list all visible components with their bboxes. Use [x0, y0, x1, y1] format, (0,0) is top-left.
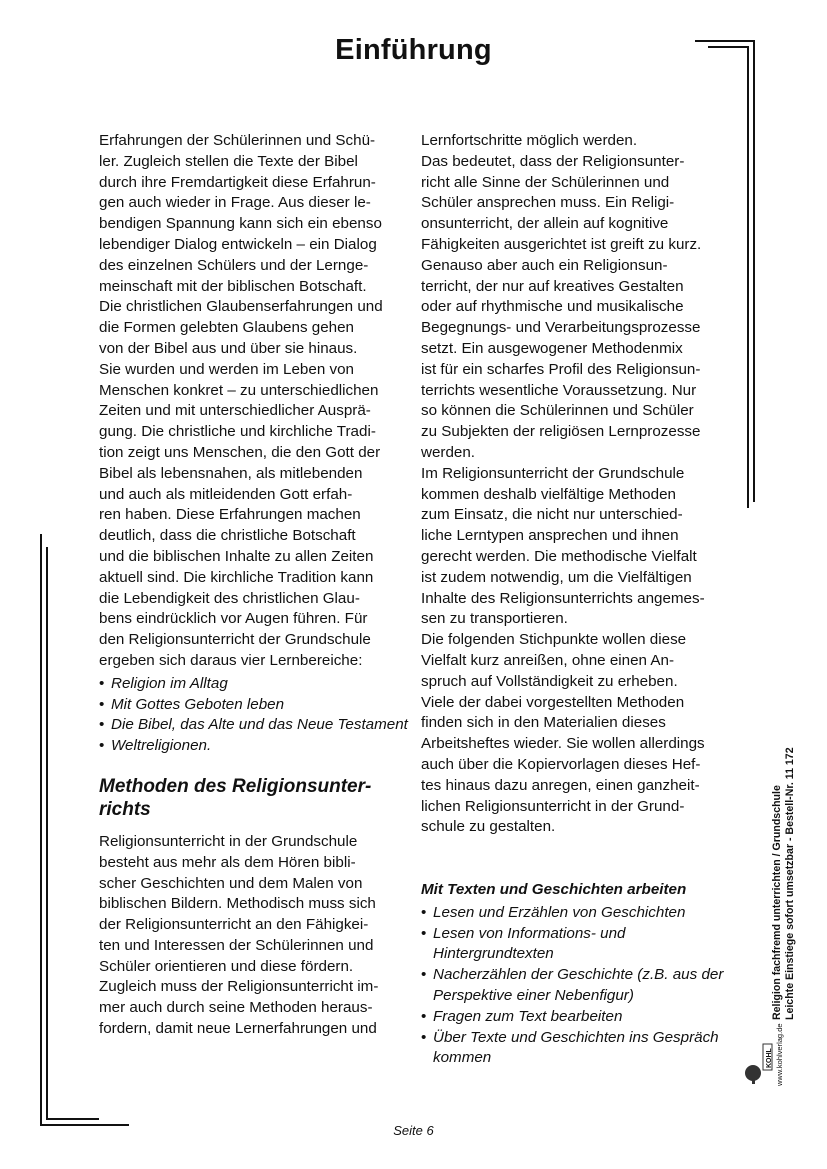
text-line: die Lebendigkeit des christlichen Glau- — [99, 589, 360, 607]
subheading-texts-stories: Mit Texten und Geschichten arbeiten — [421, 881, 687, 899]
text-line: fordern, damit neue Lernerfahrungen und — [99, 1020, 377, 1038]
text-line: zum Einsatz, die nicht nur unterschied- — [421, 506, 683, 524]
text-line: die Formen gelebten Glaubens gehen — [99, 319, 354, 337]
text-line: ten und Interessen der Schülerinnen und — [99, 936, 374, 954]
text-line: Bibel als lebensnahen, als mitlebenden — [99, 464, 363, 482]
list-item: • Lesen und Erzählen von Geschichten — [421, 903, 733, 924]
text-line: oder auf rhythmische und musikalische — [421, 298, 684, 316]
methods-paragraph — [99, 832, 411, 1040]
corner-line-top-horizontal — [695, 40, 755, 42]
text-line: zu Subjekten der religiösen Lernprozesse — [421, 423, 701, 441]
text-line: Fähigkeiten ausgerichtet ist greift zu kurz. — [421, 235, 702, 253]
text-line: kommen deshalb vielfältige Methoden — [421, 485, 676, 503]
list-item: • Nacherzählen der Geschichte (z.B. aus der Perspektive einer Nebenfigur) — [421, 965, 733, 1007]
corner-line-bottom-horizontal-inner — [46, 1118, 99, 1120]
list-item: • Weltreligionen. — [99, 736, 411, 757]
text-line: onsunterricht, der allein auf kognitive — [421, 215, 669, 233]
text-line: terricht, der nur auf kreatives Gestalten — [421, 277, 684, 295]
list-item: • Lesen von Informations- und Hintergrundtexten — [421, 924, 733, 966]
text-line: lichen Religionsunterricht in der Grund- — [421, 797, 685, 815]
text-line: scher Geschichten und dem Malen von — [99, 874, 363, 892]
text-line: lebendiger Dialog entwickeln – ein Dialog — [99, 235, 377, 253]
corner-line-right-vertical — [753, 40, 755, 502]
text-line: gerecht werden. Die methodische Vielfalt — [421, 547, 697, 565]
text-line: Zugleich muss der Religionsunterricht im- — [99, 978, 379, 996]
text-line: Begegnungs- und Verarbeitungsprozesse — [421, 319, 701, 337]
text-line: meinschaft mit der biblischen Botschaft. — [99, 277, 367, 295]
corner-line-left-vertical — [40, 534, 42, 1126]
text-line: werden. — [421, 443, 476, 461]
intro-paragraph — [99, 131, 411, 672]
text-line: Schüler ansprechen muss. Ein Religi- — [421, 194, 675, 212]
text-line: liche Lerntypen ansprechen und ihnen — [421, 527, 679, 545]
text-line: ist für ein scharfes Profil des Religionsun- — [421, 360, 701, 378]
side-info-line2: Leichte Einstiege sofort umsetzbar - Bestell-Nr. 11 172 — [784, 747, 796, 1020]
corner-line-right-vertical-inner — [747, 46, 749, 508]
list-item: • Religion im Alltag — [99, 674, 411, 695]
text-line: Vielfalt kurz anreißen, ohne einen An- — [421, 651, 675, 669]
text-line: Die christlichen Glaubenserfahrungen und — [99, 298, 383, 316]
text-line: gen auch wieder in Frage. Aus dieser le- — [99, 194, 371, 212]
text-line: deutlich, dass die christliche Botschaft — [99, 527, 356, 545]
text-line: mer auch durch seine Methoden heraus- — [99, 999, 373, 1017]
text-line: den Religionsunterricht der Grundschule — [99, 631, 371, 649]
text-line: und die biblischen Inhalte zu allen Zeiten — [99, 547, 374, 565]
text-line: ler. Zugleich stellen die Texte der Bibel — [99, 152, 358, 170]
text-line: gung. Die christliche und kirchliche Tradi- — [99, 423, 376, 441]
list-item: • Mit Gottes Geboten leben — [99, 695, 411, 716]
text-line: Genauso aber auch ein Religionsun- — [421, 256, 668, 274]
text-line: auch über die Kopiervorlagen dieses Hef- — [421, 755, 701, 773]
list-item: • Die Bibel, das Alte und das Neue Testament — [99, 715, 411, 736]
text-line: Im Religionsunterricht der Grundschule — [421, 464, 685, 482]
text-line: biblischen Bildern. Methodisch muss sich — [99, 895, 376, 913]
text-line: bens eindrücklich vor Augen führen. Für — [99, 610, 368, 628]
text-line: Schüler orientieren und diese fördern. — [99, 957, 354, 975]
text-line: Die folgenden Stichpunkte wollen diese — [421, 631, 687, 649]
right-column — [421, 131, 733, 1069]
text-line: der Religionsunterricht an den Fähigkei- — [99, 916, 369, 934]
text-line: setzt. Ein ausgewogener Methodenmix — [421, 339, 683, 357]
text-line: und auch als mitleidenden Gott erfah- — [99, 485, 353, 503]
text-line: Das bedeutet, dass der Religionsunter- — [421, 152, 685, 170]
page-number: Seite 6 — [393, 1123, 434, 1138]
corner-line-left-vertical-inner — [46, 547, 48, 1119]
text-line: tes hinaus dazu anregen, einen ganzheit- — [421, 776, 700, 794]
publisher-url: www.kohlverlag.de — [775, 1023, 784, 1086]
text-line: richt alle Sinne der Schülerinnen und — [421, 173, 670, 191]
text-line: spruch auf Vollständigkeit zu erheben. — [421, 672, 678, 690]
text-line: Erfahrungen der Schülerinnen und Schü- — [99, 132, 376, 149]
text-line: durch ihre Fremdartigkeit diese Erfahrun- — [99, 173, 376, 191]
paragraph — [421, 630, 733, 838]
learning-areas-list — [99, 674, 411, 757]
text-line: schule zu gestalten. — [421, 818, 556, 836]
section-heading-methods: Methoden des Religionsunter- richts — [99, 775, 372, 820]
methods-list — [421, 903, 733, 1069]
text-line: tion zeigt uns Menschen, die den Gott der — [99, 443, 381, 461]
paragraph — [421, 464, 733, 630]
text-line: terrichts wesentliche Voraussetzung. Nur — [421, 381, 697, 399]
publisher-logo — [743, 1023, 784, 1086]
list-item: • Über Texte und Geschichten ins Gespräch kommen — [421, 1028, 733, 1070]
list-item: • Fragen zum Text bearbeiten — [421, 1007, 733, 1028]
text-line: finden sich in den Materialien dieses — [421, 714, 666, 732]
text-line: Religionsunterricht in der Grundschule — [99, 832, 358, 850]
text-line: ren haben. Diese Erfahrungen machen — [99, 506, 361, 524]
text-line: Sie wurden und werden im Leben von — [99, 360, 354, 378]
text-line: aktuell sind. Die kirchliche Tradition kann — [99, 568, 374, 586]
side-info-line1: Religion fachfremd unterrichten / Grundschule — [771, 785, 783, 1020]
text-line: Menschen konkret – zu unterschiedlichen — [99, 381, 379, 399]
text-line: ist zudem notwendig, um die Vielfältigen — [421, 568, 692, 586]
text-line: des einzelnen Schülers und der Lernge- — [99, 256, 369, 274]
text-line: Zeiten und mit unterschiedlicher Ausprä- — [99, 402, 371, 420]
text-line: Viele der dabei vorgestellten Methoden — [421, 693, 685, 711]
text-line: Inhalte des Religionsunterrichts angemes- — [421, 589, 705, 607]
paragraph — [421, 131, 733, 464]
text-line: so können die Schülerinnen und Schüler — [421, 402, 694, 420]
text-line: Lernfortschritte möglich werden. — [421, 132, 638, 149]
text-line: sen zu transportieren. — [421, 610, 568, 628]
text-line: ergeben sich daraus vier Lernbereiche: — [99, 651, 363, 669]
text-line: bendigen Spannung kann sich ein ebenso — [99, 215, 382, 233]
page-title: Einführung — [335, 34, 492, 66]
text-line: besteht aus mehr als dem Hören bibli- — [99, 853, 356, 871]
text-line: von der Bibel aus und über sie hinaus. — [99, 339, 358, 357]
corner-line-top-horizontal-inner — [708, 46, 749, 48]
publisher-name: KOHL — [766, 1048, 773, 1068]
left-column — [99, 131, 411, 1040]
text-line: Arbeitsheftes wieder. Sie wollen allerdings — [421, 735, 705, 753]
